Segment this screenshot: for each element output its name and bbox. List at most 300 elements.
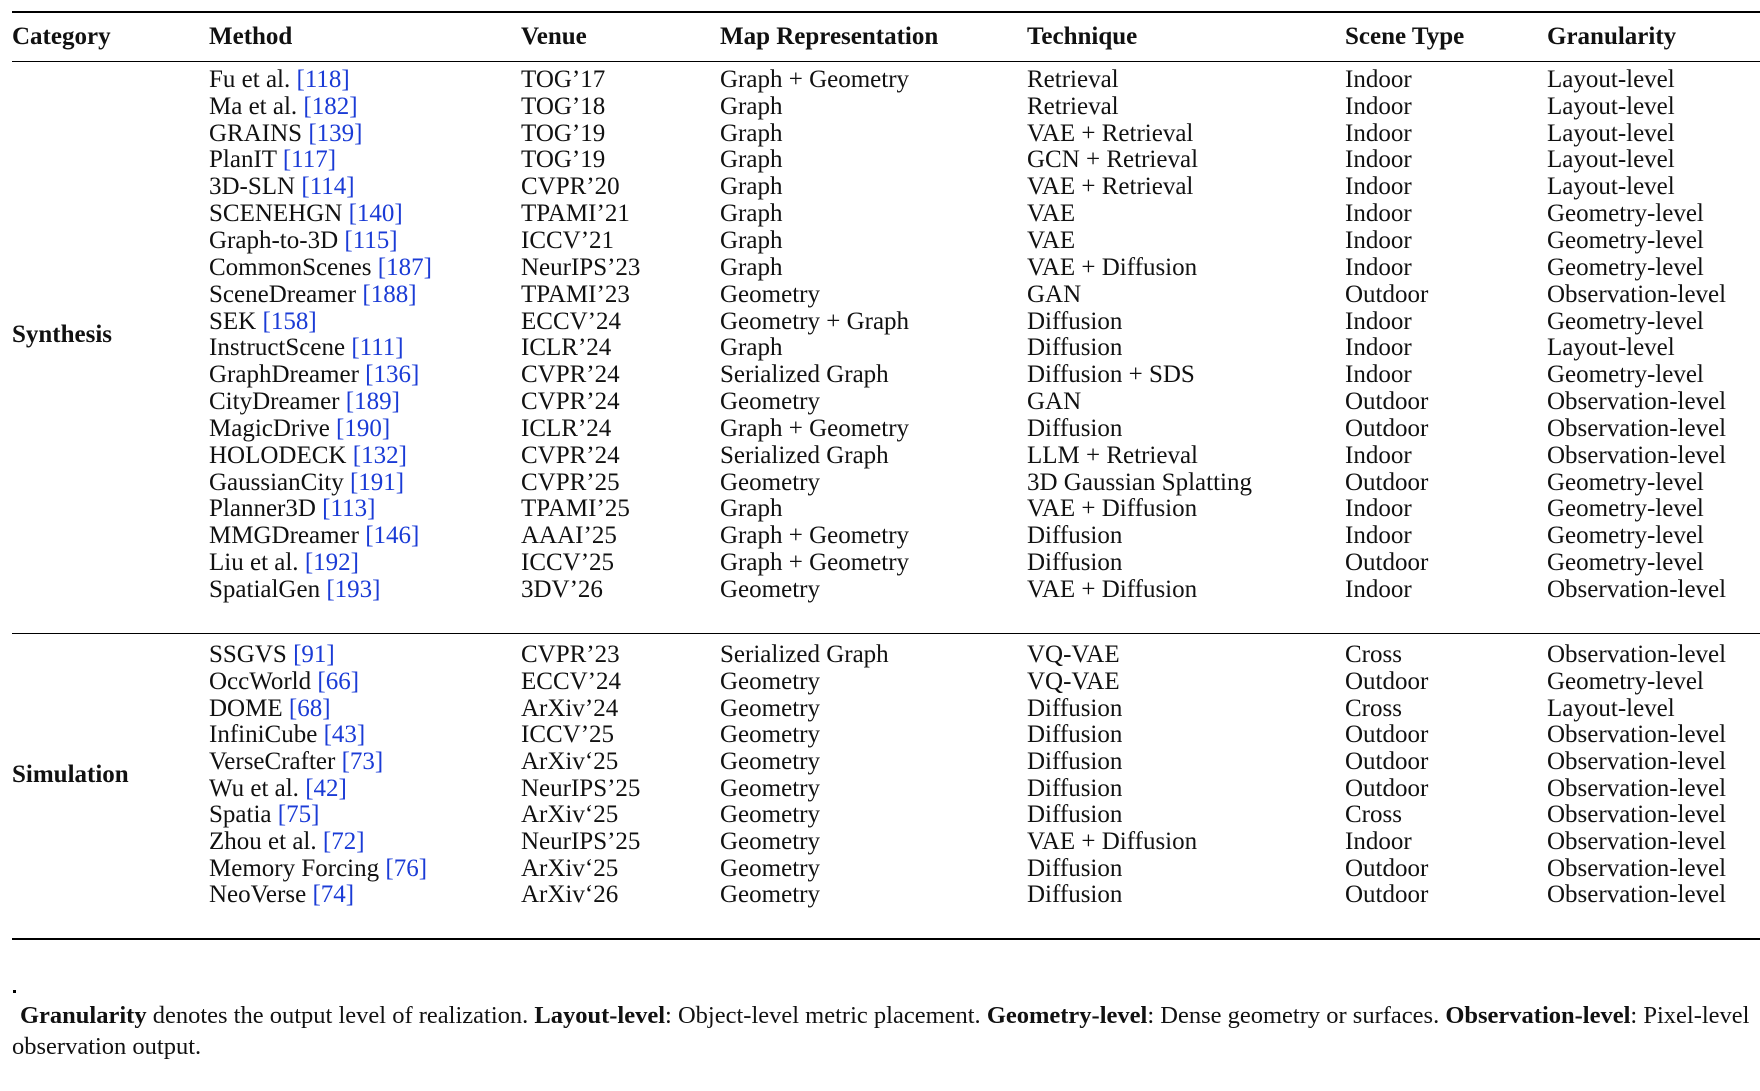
stray-dot xyxy=(13,990,16,993)
venue-cell: TOG’19 xyxy=(521,146,606,174)
map-representation-cell: Geometry xyxy=(720,854,820,882)
citation-number[interactable]: 191 xyxy=(358,468,396,496)
table-row xyxy=(12,496,1760,523)
technique-cell: Diffusion xyxy=(1027,881,1123,909)
citation-number[interactable]: 136 xyxy=(373,361,411,389)
group-bottom-spacer xyxy=(12,603,1760,633)
method-name: GRAINS xyxy=(209,119,303,147)
map-representation-cell: Serialized Graph xyxy=(720,441,889,469)
citation-link[interactable]: [115] xyxy=(344,226,398,254)
map-representation-cell: Geometry xyxy=(720,881,820,909)
granularity-cell: Layout-level xyxy=(1547,119,1675,147)
citation-link[interactable]: [187] xyxy=(377,253,432,281)
technique-cell: VQ-VAE xyxy=(1027,641,1120,669)
venue-cell: AAAI’25 xyxy=(521,522,617,550)
table-row xyxy=(12,442,1760,469)
method-name: Liu et al. xyxy=(209,549,299,577)
scene-type-cell: Cross xyxy=(1345,801,1402,829)
table-row xyxy=(12,362,1760,389)
table-row xyxy=(12,669,1760,696)
citation-number[interactable]: 139 xyxy=(316,119,355,147)
venue-cell: NeurIPS’25 xyxy=(521,774,641,802)
header-row xyxy=(12,12,1760,61)
venue-cell: ArXiv‘25 xyxy=(521,854,619,882)
citation-link[interactable]: [139] xyxy=(308,119,363,147)
method-name: Spatia xyxy=(209,801,272,829)
scene-type-cell: Indoor xyxy=(1345,65,1412,93)
citation-link[interactable]: [91] xyxy=(293,641,335,669)
table-row xyxy=(12,415,1760,442)
simulation-group xyxy=(12,633,1760,938)
map-representation-cell: Geometry + Graph xyxy=(720,307,910,335)
method-name: SpatialGen xyxy=(209,575,321,603)
scene-type-cell: Indoor xyxy=(1345,828,1412,856)
technique-cell: Retrieval xyxy=(1027,92,1119,120)
citation-number[interactable]: 43 xyxy=(331,721,357,749)
venue-cell: TOG’19 xyxy=(521,119,606,147)
table-row xyxy=(12,308,1760,335)
method-cell xyxy=(209,496,521,523)
technique-cell: VAE + Diffusion xyxy=(1027,575,1198,603)
table-row xyxy=(12,802,1760,829)
citation-number[interactable]: 75 xyxy=(286,801,312,829)
table-row xyxy=(12,335,1760,362)
scene-type-cell: Indoor xyxy=(1345,441,1412,469)
technique-cell: VAE xyxy=(1027,200,1076,228)
venue-cell: CVPR’25 xyxy=(521,468,620,496)
venue-cell: NeurIPS’25 xyxy=(521,828,641,856)
venue-cell: ICLR’24 xyxy=(521,414,612,442)
citation-number[interactable]: 182 xyxy=(311,92,350,120)
scene-type-cell: Outdoor xyxy=(1345,414,1429,442)
venue-cell: CVPR’24 xyxy=(521,361,620,389)
venue-cell: ArXiv‘26 xyxy=(521,881,619,909)
venue-cell: TOG’17 xyxy=(521,65,606,93)
technique-cell: GCN + Retrieval xyxy=(1027,146,1199,174)
footnote-layout-text: : Object-level metric placement. xyxy=(665,1002,987,1029)
citation-link[interactable]: [73] xyxy=(341,747,384,775)
citation-link[interactable]: [191] xyxy=(349,468,405,496)
header-technique: Technique xyxy=(1027,12,1345,61)
granularity-cell: Layout-level xyxy=(1547,65,1675,93)
citation-link[interactable]: [111] xyxy=(351,334,404,362)
map-representation-cell: Graph + Geometry xyxy=(720,65,910,93)
venue-cell: CVPR’24 xyxy=(521,388,620,416)
granularity-cell: Geometry-level xyxy=(1547,253,1704,281)
scene-type-cell: Outdoor xyxy=(1345,774,1429,802)
footnote-observation-term: Observation-level xyxy=(1445,1002,1631,1029)
method-cell xyxy=(209,722,521,749)
citation-link[interactable]: [189] xyxy=(345,388,400,416)
granularity-cell: Layout-level xyxy=(1547,694,1675,722)
granularity-cell: Observation-level xyxy=(1547,575,1727,603)
citation-number[interactable]: 72 xyxy=(331,828,357,856)
scene-type-cell: Outdoor xyxy=(1345,549,1429,577)
footnote-granularity-term: Granularity xyxy=(20,1002,147,1029)
scene-type-cell: Indoor xyxy=(1345,253,1412,281)
venue-cell: NeurIPS’23 xyxy=(521,253,641,281)
method-name: CityDreamer xyxy=(209,388,340,416)
technique-cell: Diffusion xyxy=(1027,854,1123,882)
venue-cell: ArXiv‘25 xyxy=(521,801,619,829)
method-cell xyxy=(209,281,521,308)
citation-number[interactable]: 76 xyxy=(393,854,419,882)
synthesis-group xyxy=(12,61,1760,633)
citation-link[interactable]: [76] xyxy=(385,854,428,882)
technique-cell: GAN xyxy=(1027,280,1082,308)
venue-cell: ICCV’21 xyxy=(521,226,615,254)
venue-cell: ICCV’25 xyxy=(521,549,615,577)
citation-number[interactable]: 192 xyxy=(313,549,351,577)
header-granularity: Granularity xyxy=(1547,12,1760,61)
granularity-cell: Observation-level xyxy=(1547,388,1727,416)
category-label: Simulation xyxy=(12,761,129,789)
method-name: GraphDreamer xyxy=(209,361,359,389)
citation-link[interactable]: [182] xyxy=(303,92,358,120)
technique-cell: Diffusion xyxy=(1027,549,1123,577)
method-cell xyxy=(209,802,521,829)
map-representation-cell: Geometry xyxy=(720,801,820,829)
method-cell xyxy=(209,695,521,722)
method-name: CommonScenes xyxy=(209,253,372,281)
method-name: VerseCrafter xyxy=(209,747,336,775)
granularity-cell: Layout-level xyxy=(1547,146,1675,174)
citation-number[interactable]: 73 xyxy=(349,747,375,775)
map-representation-cell: Geometry xyxy=(720,721,820,749)
citation-number[interactable]: 117 xyxy=(291,146,328,174)
granularity-cell: Observation-level xyxy=(1547,801,1727,829)
table-row xyxy=(12,577,1760,604)
technique-cell: Diffusion xyxy=(1027,721,1123,749)
venue-cell: CVPR’23 xyxy=(521,641,620,669)
method-cell xyxy=(209,174,521,201)
method-cell xyxy=(209,442,521,469)
citation-link[interactable]: [192] xyxy=(304,549,359,577)
method-cell xyxy=(209,469,521,496)
table-row xyxy=(12,749,1760,776)
method-name: Planner3D xyxy=(209,495,316,523)
citation-number[interactable]: 68 xyxy=(297,694,323,722)
table-row xyxy=(12,722,1760,749)
citation-number[interactable]: 118 xyxy=(304,65,342,93)
method-name: SSGVS xyxy=(209,641,287,669)
citation-link[interactable]: [190] xyxy=(336,414,391,442)
citation-link[interactable]: [43] xyxy=(323,721,366,749)
map-representation-cell: Geometry xyxy=(720,694,820,722)
method-name: MMGDreamer xyxy=(209,522,359,550)
citation-link[interactable]: [113] xyxy=(322,495,376,523)
method-name: Zhou et al. xyxy=(209,828,317,856)
technique-cell: Diffusion xyxy=(1027,414,1123,442)
granularity-cell: Layout-level xyxy=(1547,92,1675,120)
technique-cell: VAE xyxy=(1027,226,1076,254)
technique-cell: VQ-VAE xyxy=(1027,667,1120,695)
table-row xyxy=(12,775,1760,802)
method-cell xyxy=(209,577,521,604)
technique-cell: Diffusion xyxy=(1027,522,1123,550)
venue-cell: TPAMI’25 xyxy=(521,495,630,523)
technique-cell: GAN xyxy=(1027,388,1082,416)
table-header xyxy=(12,12,1760,61)
scene-type-cell: Indoor xyxy=(1345,495,1412,523)
scene-type-cell: Indoor xyxy=(1345,307,1412,335)
header-venue: Venue xyxy=(521,12,720,61)
method-cell xyxy=(209,749,521,776)
map-representation-cell: Graph + Geometry xyxy=(720,414,910,442)
table-row xyxy=(12,120,1760,147)
table-row xyxy=(12,201,1760,228)
method-name: Ma et al. xyxy=(209,92,298,120)
citation-link[interactable]: [140] xyxy=(348,200,403,228)
header-method: Method xyxy=(209,12,521,61)
method-name: SEK xyxy=(209,307,257,335)
granularity-cell: Geometry-level xyxy=(1547,495,1704,523)
citation-link[interactable]: [193] xyxy=(326,575,381,603)
map-representation-cell: Graph xyxy=(720,119,783,147)
map-representation-cell: Graph + Geometry xyxy=(720,549,910,577)
map-representation-cell: Geometry xyxy=(720,828,820,856)
venue-cell: ICLR’24 xyxy=(521,334,612,362)
citation-number[interactable]: 193 xyxy=(334,575,373,603)
map-representation-cell: Graph xyxy=(720,146,783,174)
citation-number[interactable]: 187 xyxy=(386,253,424,281)
table-row xyxy=(12,855,1760,882)
granularity-cell: Geometry-level xyxy=(1547,361,1704,389)
scene-type-cell: Indoor xyxy=(1345,575,1412,603)
map-representation-cell: Geometry xyxy=(720,747,820,775)
method-cell xyxy=(209,228,521,255)
technique-cell: VAE + Retrieval xyxy=(1027,173,1194,201)
table-row xyxy=(12,882,1760,909)
venue-cell: ECCV’24 xyxy=(521,307,621,335)
header-category: Category xyxy=(12,12,209,61)
method-name: Wu et al. xyxy=(209,774,299,802)
citation-number[interactable]: 74 xyxy=(320,881,346,909)
citation-number[interactable]: 111 xyxy=(359,334,396,362)
scene-type-cell: Indoor xyxy=(1345,173,1412,201)
citation-number[interactable]: 132 xyxy=(361,441,399,469)
citation-number[interactable]: 91 xyxy=(301,641,327,669)
method-name: Fu et al. xyxy=(209,65,291,93)
citation-link[interactable]: [72] xyxy=(322,828,365,856)
citation-link[interactable]: [117] xyxy=(282,146,337,174)
venue-cell: TOG’18 xyxy=(521,92,606,120)
granularity-cell: Geometry-level xyxy=(1547,468,1704,496)
footnote-granularity-text: denotes the output level of realization. xyxy=(146,1002,535,1029)
technique-cell: Diffusion xyxy=(1027,694,1123,722)
citation-number[interactable]: 158 xyxy=(270,307,309,335)
map-representation-cell: Graph xyxy=(720,200,783,228)
comparison-table-container xyxy=(12,11,1760,940)
granularity-cell: Geometry-level xyxy=(1547,200,1704,228)
method-name: OccWorld xyxy=(209,667,312,695)
citation-link[interactable]: [118] xyxy=(296,65,350,93)
scene-type-cell: Outdoor xyxy=(1345,721,1429,749)
granularity-cell: Observation-level xyxy=(1547,881,1727,909)
technique-cell: Diffusion xyxy=(1027,307,1123,335)
venue-cell: ECCV’24 xyxy=(521,667,621,695)
citation-number[interactable]: 140 xyxy=(356,200,395,228)
method-name: SceneDreamer xyxy=(209,280,357,308)
table-row xyxy=(12,174,1760,201)
scene-type-cell: Indoor xyxy=(1345,119,1412,147)
citation-link[interactable]: [114] xyxy=(301,173,355,201)
footnote-layout-term: Layout-level xyxy=(534,1002,666,1029)
table-row xyxy=(12,523,1760,550)
footnote-geometry-term: Geometry-level xyxy=(986,1002,1148,1029)
table-row xyxy=(12,642,1760,669)
map-representation-cell: Geometry xyxy=(720,388,820,416)
citation-number[interactable]: 146 xyxy=(373,522,412,550)
table-row xyxy=(12,254,1760,281)
citation-link[interactable]: [132] xyxy=(352,441,407,469)
granularity-cell: Layout-level xyxy=(1547,334,1675,362)
granularity-cell: Geometry-level xyxy=(1547,226,1704,254)
method-name: HOLODECK xyxy=(209,441,347,469)
method-name: DOME xyxy=(209,694,283,722)
scene-type-cell: Outdoor xyxy=(1345,854,1429,882)
citation-link[interactable]: [158] xyxy=(262,307,317,335)
citation-link[interactable]: [68] xyxy=(288,694,331,722)
table-row xyxy=(12,147,1760,174)
table-row xyxy=(12,93,1760,120)
method-cell xyxy=(209,855,521,882)
granularity-cell: Observation-level xyxy=(1547,854,1727,882)
method-cell xyxy=(209,523,521,550)
method-cell xyxy=(209,362,521,389)
technique-cell: Diffusion xyxy=(1027,334,1123,362)
venue-cell: 3DV’26 xyxy=(521,575,603,603)
method-cell xyxy=(209,201,521,228)
citation-link[interactable]: [66] xyxy=(317,667,360,695)
group-bottom-spacer xyxy=(12,909,1760,939)
scene-type-cell: Indoor xyxy=(1345,522,1412,550)
technique-cell: Retrieval xyxy=(1027,65,1119,93)
method-name: InstructScene xyxy=(209,334,346,362)
method-cell xyxy=(209,254,521,281)
granularity-cell: Geometry-level xyxy=(1547,307,1704,335)
technique-cell: VAE + Retrieval xyxy=(1027,119,1194,147)
citation-link[interactable]: [146] xyxy=(365,522,420,550)
table-row xyxy=(12,281,1760,308)
method-cell xyxy=(209,67,521,94)
method-cell xyxy=(209,93,521,120)
map-representation-cell: Graph xyxy=(720,173,783,201)
map-representation-cell: Serialized Graph xyxy=(720,361,889,389)
granularity-cell: Observation-level xyxy=(1547,828,1727,856)
footnote-geometry-text: : Dense geometry or surfaces. xyxy=(1147,1002,1446,1029)
map-representation-cell: Graph xyxy=(720,226,783,254)
method-name: 3D-SLN xyxy=(209,173,296,201)
table-row xyxy=(12,695,1760,722)
table-row xyxy=(12,67,1760,94)
method-cell xyxy=(209,882,521,909)
citation-number[interactable]: 114 xyxy=(309,173,347,201)
venue-cell: TPAMI’23 xyxy=(521,280,630,308)
granularity-cell: Observation-level xyxy=(1547,414,1727,442)
scene-type-cell: Outdoor xyxy=(1345,280,1429,308)
method-name: GaussianCity xyxy=(209,468,344,496)
citation-link[interactable]: [136] xyxy=(365,361,420,389)
granularity-cell: Layout-level xyxy=(1547,173,1675,201)
venue-cell: ArXiv’24 xyxy=(521,694,619,722)
granularity-cell: Observation-level xyxy=(1547,641,1727,669)
scene-type-cell: Outdoor xyxy=(1345,388,1429,416)
granularity-cell: Observation-level xyxy=(1547,721,1727,749)
footnote-observation-text: : Pixel-level observation output. xyxy=(12,1002,1750,1060)
granularity-cell: Observation-level xyxy=(1547,747,1727,775)
map-representation-cell: Geometry xyxy=(720,468,820,496)
citation-link[interactable]: [74] xyxy=(312,881,355,909)
technique-cell: Diffusion xyxy=(1027,774,1123,802)
scene-type-cell: Indoor xyxy=(1345,361,1412,389)
citation-link[interactable]: [42] xyxy=(305,774,347,802)
citation-number[interactable]: 115 xyxy=(352,226,390,254)
method-name: PlanIT xyxy=(209,146,277,174)
citation-number[interactable]: 113 xyxy=(330,495,368,523)
scene-type-cell: Cross xyxy=(1345,641,1402,669)
granularity-cell: Geometry-level xyxy=(1547,667,1704,695)
technique-cell: Diffusion xyxy=(1027,747,1123,775)
scene-type-cell: Indoor xyxy=(1345,92,1412,120)
method-cell xyxy=(209,775,521,802)
technique-cell: VAE + Diffusion xyxy=(1027,828,1198,856)
citation-link[interactable]: [188] xyxy=(362,280,417,308)
method-cell xyxy=(209,120,521,147)
venue-cell: ArXiv‘25 xyxy=(521,747,619,775)
technique-cell: 3D Gaussian Splatting xyxy=(1027,468,1252,496)
method-cell xyxy=(209,642,521,669)
method-cell xyxy=(209,308,521,335)
map-representation-cell: Geometry xyxy=(720,774,820,802)
map-representation-cell: Geometry xyxy=(720,280,820,308)
map-representation-cell: Graph xyxy=(720,92,783,120)
citation-number[interactable]: 188 xyxy=(370,280,409,308)
scene-type-cell: Indoor xyxy=(1345,226,1412,254)
map-representation-cell: Graph + Geometry xyxy=(720,522,910,550)
header-map-representation: Map Representation xyxy=(720,12,1027,61)
citation-link[interactable]: [75] xyxy=(277,801,320,829)
map-representation-cell: Graph xyxy=(720,495,783,523)
method-cell xyxy=(209,669,521,696)
granularity-cell: Observation-level xyxy=(1547,280,1727,308)
category-label: Synthesis xyxy=(12,320,113,348)
table-row xyxy=(12,550,1760,577)
method-name: InfiniCube xyxy=(209,721,318,749)
comparison-table xyxy=(12,11,1760,940)
granularity-cell: Observation-level xyxy=(1547,441,1727,469)
venue-cell: TPAMI’21 xyxy=(521,200,630,228)
table-row xyxy=(12,829,1760,856)
header-scene-type: Scene Type xyxy=(1345,12,1547,61)
citation-number[interactable]: 189 xyxy=(354,388,392,416)
method-cell xyxy=(209,147,521,174)
technique-cell: Diffusion + SDS xyxy=(1027,361,1195,389)
citation-number[interactable]: 190 xyxy=(344,414,382,442)
map-representation-cell: Graph xyxy=(720,334,783,362)
table-footnote xyxy=(12,1000,1752,1062)
scene-type-cell: Outdoor xyxy=(1345,667,1429,695)
scene-type-cell: Indoor xyxy=(1345,200,1412,228)
scene-type-cell: Outdoor xyxy=(1345,881,1429,909)
technique-cell: VAE + Diffusion xyxy=(1027,253,1198,281)
citation-number[interactable]: 42 xyxy=(313,774,339,802)
map-representation-cell: Graph xyxy=(720,253,783,281)
granularity-cell: Geometry-level xyxy=(1547,549,1704,577)
technique-cell: VAE + Diffusion xyxy=(1027,495,1198,523)
method-cell xyxy=(209,829,521,856)
citation-number[interactable]: 66 xyxy=(325,667,351,695)
